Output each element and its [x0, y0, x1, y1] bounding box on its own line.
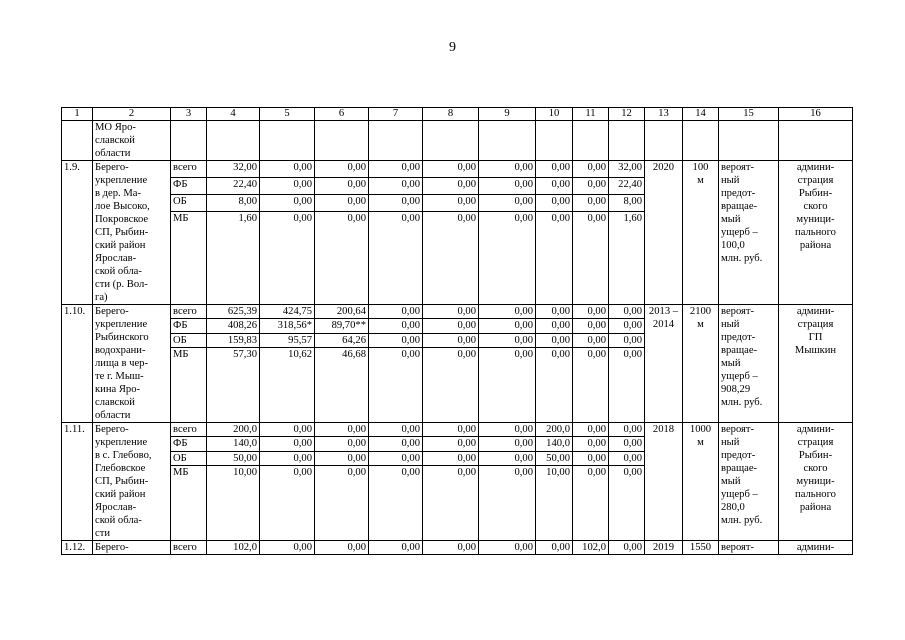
funding-value: 0,00	[260, 161, 315, 178]
funding-value: 0,00	[573, 333, 609, 347]
funding-value: 0,00	[573, 195, 609, 212]
funding-value: 0,00	[369, 195, 423, 212]
column-number-16: 16	[779, 108, 853, 121]
funding-value: 200,0	[207, 423, 260, 437]
funding-source: ФБ	[171, 319, 207, 333]
funding-value: 0,00	[423, 541, 479, 555]
funding-value: 159,83	[207, 333, 260, 347]
funding-value: 0,00	[573, 161, 609, 178]
funding-value: 0,00	[536, 319, 573, 333]
funding-value: 0,00	[423, 305, 479, 319]
funding-value: 0,00	[369, 451, 423, 465]
funding-value: 0,00	[573, 423, 609, 437]
funding-value: 8,00	[207, 195, 260, 212]
funding-value: 0,00	[536, 178, 573, 195]
funding-value: 0,00	[573, 466, 609, 541]
funding-value: 0,00	[369, 319, 423, 333]
funding-value: 0,00	[369, 333, 423, 347]
funding-value: 22,40	[207, 178, 260, 195]
funding-value: 57,30	[207, 348, 260, 423]
executor: админи- страция Рыбин- ского муници- пального района	[779, 423, 853, 541]
funding-source: МБ	[171, 212, 207, 305]
funding-source: всего	[171, 541, 207, 555]
object-length: 100 м	[683, 161, 719, 305]
funding-value: 0,00	[423, 195, 479, 212]
funding-value: 0,00	[536, 541, 573, 555]
funding-value: 0,00	[536, 348, 573, 423]
funding-value: 102,0	[207, 541, 260, 555]
funding-value: 0,00	[609, 333, 645, 347]
funding-value: 0,00	[260, 437, 315, 451]
funding-value: 0,00	[423, 423, 479, 437]
object-length: 2100 м	[683, 305, 719, 423]
column-number-12: 12	[609, 108, 645, 121]
column-number-13: 13	[645, 108, 683, 121]
funding-value: 0,00	[369, 305, 423, 319]
funding-value: 0,00	[479, 437, 536, 451]
empty-cell	[573, 121, 609, 161]
funding-value: 0,00	[609, 466, 645, 541]
funding-value: 0,00	[315, 178, 369, 195]
empty-cell	[719, 121, 779, 161]
funding-value: 0,00	[423, 178, 479, 195]
funding-value: 8,00	[609, 195, 645, 212]
funding-value: 0,00	[609, 423, 645, 437]
executor: админи- страция Рыбин- ского муници- пального района	[779, 161, 853, 305]
funding-value: 0,00	[479, 466, 536, 541]
funding-value: 0,00	[423, 437, 479, 451]
funding-value: 0,00	[536, 333, 573, 347]
funding-source: ФБ	[171, 437, 207, 451]
funding-value: 0,00	[573, 451, 609, 465]
column-number-10: 10	[536, 108, 573, 121]
funding-value: 0,00	[315, 541, 369, 555]
empty-cell	[536, 121, 573, 161]
funding-value: 0,00	[260, 423, 315, 437]
implementation-period: 2013 – 2014	[645, 305, 683, 423]
funding-value: 0,00	[315, 161, 369, 178]
column-number-7: 7	[369, 108, 423, 121]
funding-source: ФБ	[171, 178, 207, 195]
funding-source: МБ	[171, 466, 207, 541]
funding-value: 0,00	[609, 348, 645, 423]
empty-cell	[479, 121, 536, 161]
object-length: 1550	[683, 541, 719, 555]
funding-value: 0,00	[479, 423, 536, 437]
funding-value: 32,00	[609, 161, 645, 178]
implementation-period: 2020	[645, 161, 683, 305]
implementation-period: 2019	[645, 541, 683, 555]
funding-value: 0,00	[573, 348, 609, 423]
funding-value: 140,0	[207, 437, 260, 451]
funding-value: 140,0	[536, 437, 573, 451]
empty-cell	[260, 121, 315, 161]
funding-source: всего	[171, 161, 207, 178]
funding-value: 0,00	[536, 305, 573, 319]
column-number-2: 2	[93, 108, 171, 121]
object-name: Берего- укрепление в дер. Ма- лое Высоко, Покровское СП, Рыбин- ский район Ярослав- ской обла- сти (р. Вол- га)	[93, 161, 171, 305]
empty-cell	[207, 121, 260, 161]
prevented-damage: вероят- ный предот- вращае- мый ущерб – 280,0 млн. руб.	[719, 423, 779, 541]
funding-value: 0,00	[315, 437, 369, 451]
funding-value: 0,00	[609, 541, 645, 555]
funding-value: 0,00	[423, 333, 479, 347]
funding-value: 0,00	[260, 195, 315, 212]
column-number-8: 8	[423, 108, 479, 121]
funding-value: 0,00	[260, 541, 315, 555]
funding-value: 0,00	[536, 212, 573, 305]
object-length: 1000 м	[683, 423, 719, 541]
table-row	[62, 541, 853, 555]
funding-value: 10,00	[536, 466, 573, 541]
funding-value: 102,0	[573, 541, 609, 555]
funding-value: 0,00	[479, 333, 536, 347]
funding-value: 0,00	[479, 195, 536, 212]
funding-source: всего	[171, 423, 207, 437]
empty-cell	[62, 121, 93, 161]
funding-value: 0,00	[609, 451, 645, 465]
funding-value: 625,39	[207, 305, 260, 319]
prevented-damage: вероят-	[719, 541, 779, 555]
empty-cell	[369, 121, 423, 161]
entry-number: 1.9.	[62, 161, 93, 305]
table-row	[62, 161, 853, 178]
executor: админи-	[779, 541, 853, 555]
funding-value: 0,00	[423, 161, 479, 178]
funding-value: 0,00	[315, 451, 369, 465]
column-number-6: 6	[315, 108, 369, 121]
empty-cell	[423, 121, 479, 161]
funding-value: 0,00	[479, 161, 536, 178]
funding-value: 0,00	[369, 423, 423, 437]
page-number: 9	[449, 40, 456, 55]
funding-value: 0,00	[479, 348, 536, 423]
funding-value: 0,00	[609, 319, 645, 333]
implementation-period: 2018	[645, 423, 683, 541]
funding-value: 0,00	[423, 451, 479, 465]
funding-value: 0,00	[423, 466, 479, 541]
funding-value: 0,00	[315, 212, 369, 305]
column-number-3: 3	[171, 108, 207, 121]
funding-value: 0,00	[315, 423, 369, 437]
funding-value: 0,00	[260, 451, 315, 465]
funding-value: 0,00	[479, 451, 536, 465]
prevented-damage: вероят- ный предот- вращае- мый ущерб – 100,0 млн. руб.	[719, 161, 779, 305]
funding-value: 0,00	[423, 348, 479, 423]
funding-value: 0,00	[369, 437, 423, 451]
entry-number: 1.10.	[62, 305, 93, 423]
funding-value: 0,00	[369, 466, 423, 541]
empty-cell	[171, 121, 207, 161]
column-number-header	[62, 108, 853, 121]
funding-value: 200,64	[315, 305, 369, 319]
funding-value: 0,00	[369, 161, 423, 178]
column-number-15: 15	[719, 108, 779, 121]
funding-value: 50,00	[207, 451, 260, 465]
funding-value: 1,60	[609, 212, 645, 305]
funding-value: 0,00	[573, 319, 609, 333]
funding-source: всего	[171, 305, 207, 319]
funding-value: 0,00	[573, 305, 609, 319]
funding-value: 0,00	[609, 305, 645, 319]
table-row-continuation	[62, 121, 853, 161]
funding-value: 0,00	[423, 212, 479, 305]
funding-value: 0,00	[573, 212, 609, 305]
funding-value: 0,00	[315, 466, 369, 541]
funding-value: 0,00	[573, 178, 609, 195]
funding-value: 0,00	[369, 348, 423, 423]
funding-value: 0,00	[260, 466, 315, 541]
funding-value: 0,00	[369, 178, 423, 195]
funding-value: 0,00	[573, 437, 609, 451]
funding-source: ОБ	[171, 195, 207, 212]
funding-value: 318,56*	[260, 319, 315, 333]
funding-value: 0,00	[260, 212, 315, 305]
column-number-9: 9	[479, 108, 536, 121]
funding-value: 50,00	[536, 451, 573, 465]
column-number-14: 14	[683, 108, 719, 121]
funding-source: ОБ	[171, 451, 207, 465]
funding-value: 0,00	[369, 212, 423, 305]
table-row	[62, 305, 853, 319]
funding-value: 0,00	[479, 305, 536, 319]
funding-value: 0,00	[479, 319, 536, 333]
column-number-1: 1	[62, 108, 93, 121]
object-name: Берего- укрепление Рыбинского водохрани- лища в чер- те г. Мыш- кина Яро- славской области	[93, 305, 171, 423]
empty-cell	[645, 121, 683, 161]
column-number-5: 5	[260, 108, 315, 121]
funding-value: 0,00	[536, 161, 573, 178]
funding-value: 10,62	[260, 348, 315, 423]
empty-cell	[315, 121, 369, 161]
funding-value: 0,00	[315, 195, 369, 212]
funding-value: 1,60	[207, 212, 260, 305]
object-name: Берего- укрепление в с. Глебово, Глебовское СП, Рыбин- ский район Ярослав- ской обла- сти	[93, 423, 171, 541]
funding-value: 0,00	[423, 319, 479, 333]
funding-value: 46,68	[315, 348, 369, 423]
funding-value: 22,40	[609, 178, 645, 195]
funding-value: 424,75	[260, 305, 315, 319]
funding-value: 0,00	[609, 437, 645, 451]
funding-value: 200,0	[536, 423, 573, 437]
column-number-4: 4	[207, 108, 260, 121]
table-row	[62, 423, 853, 437]
funding-value: 95,57	[260, 333, 315, 347]
empty-cell	[779, 121, 853, 161]
funding-value: 32,00	[207, 161, 260, 178]
funding-source: ОБ	[171, 333, 207, 347]
funding-value: 0,00	[479, 541, 536, 555]
funding-value: 0,00	[479, 212, 536, 305]
column-number-11: 11	[573, 108, 609, 121]
funding-value: 89,70**	[315, 319, 369, 333]
entry-number: 1.11.	[62, 423, 93, 541]
program-table	[61, 107, 853, 555]
executor: админи- страция ГП Мышкин	[779, 305, 853, 423]
prevented-damage: вероят- ный предот- вращае- мый ущерб – 908,29 млн. руб.	[719, 305, 779, 423]
object-name: Берего-	[93, 541, 171, 555]
empty-cell	[683, 121, 719, 161]
funding-source: МБ	[171, 348, 207, 423]
funding-value: 64,26	[315, 333, 369, 347]
funding-value: 0,00	[369, 541, 423, 555]
object-name: МО Яро- славской области	[93, 121, 171, 161]
empty-cell	[609, 121, 645, 161]
funding-value: 408,26	[207, 319, 260, 333]
entry-number: 1.12.	[62, 541, 93, 555]
funding-value: 0,00	[479, 178, 536, 195]
funding-value: 0,00	[260, 178, 315, 195]
funding-value: 0,00	[536, 195, 573, 212]
funding-value: 10,00	[207, 466, 260, 541]
